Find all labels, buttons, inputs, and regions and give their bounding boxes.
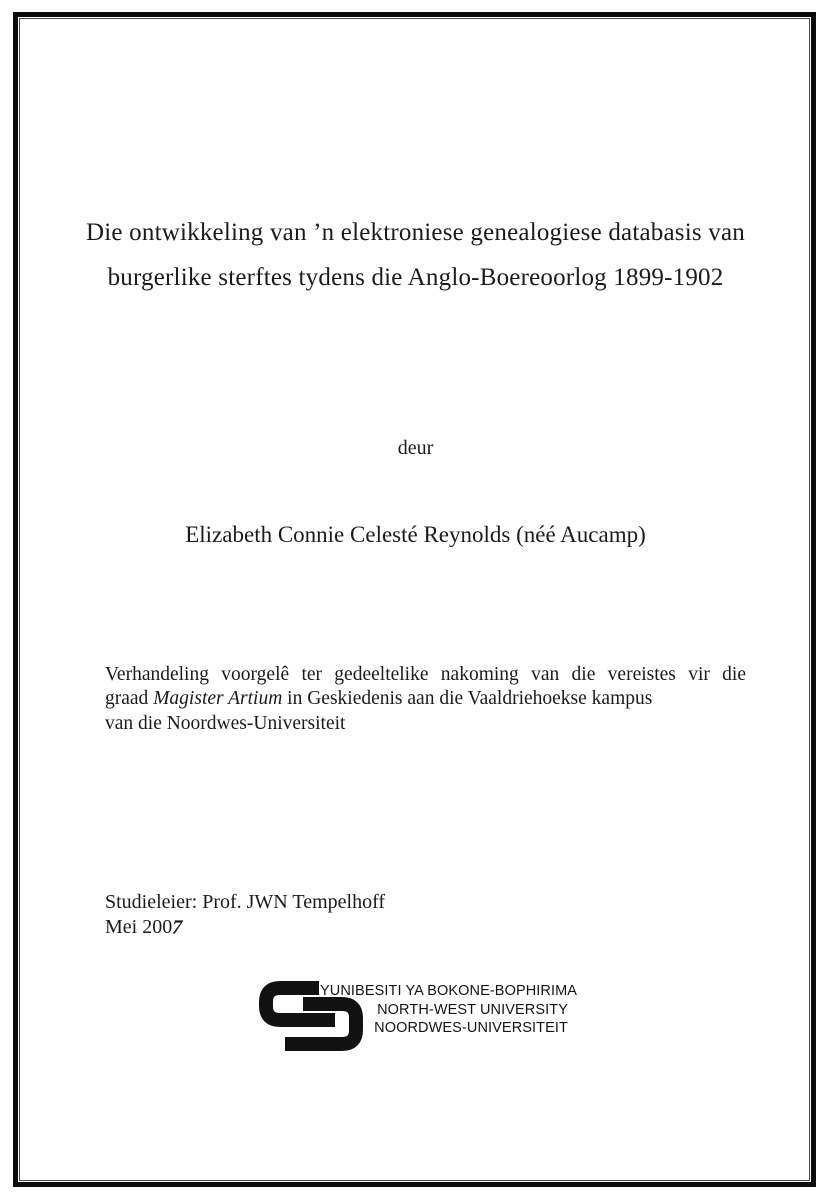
degree-statement-line-1: Verhandeling voorgelê ter gedeeltelike nakoming van die vereistes vir die — [105, 664, 746, 685]
university-wordmark — [320, 982, 578, 1038]
author-name: Elizabeth Connie Celesté Reynolds (néé Aucamp) — [185, 522, 646, 547]
university-name-afrikaans: NOORDWES-UNIVERSITEIT — [374, 1020, 568, 1036]
date-last-digit: 7 — [169, 916, 185, 938]
degree-statement-line-2 — [105, 687, 746, 711]
university-name-english: NORTH-WEST UNIVERSITY — [377, 1001, 568, 1018]
university-name-setswana: YUNIBESITI YA BOKONE-BOPHIRIMA — [320, 983, 578, 999]
page-title — [60, 210, 771, 300]
title-line-1: Die ontwikkeling van ’n elektroniese genealogiese databasis van — [86, 219, 745, 246]
degree-statement-line-3: van die Noordwes-Universiteit — [105, 712, 346, 734]
supervisor-block — [105, 890, 385, 939]
degree-statement-line-2-post: in Geskiedenis aan die Vaaldriehoekse kampus — [282, 688, 653, 710]
supervisor-line: Studieleier: Prof. JWN Tempelhoff — [105, 891, 386, 913]
degree-statement — [105, 663, 746, 736]
title-line-2: burgerlike sterftes tydens die Anglo-Boereoorlog 1899-1902 — [107, 264, 724, 291]
degree-statement-line-2-pre: graad — [105, 688, 154, 710]
byline-label: deur — [397, 437, 434, 459]
date-prefix: Mei 200 — [105, 915, 173, 938]
date-line — [105, 915, 385, 940]
degree-name-italic: Magister Artium — [153, 688, 283, 710]
